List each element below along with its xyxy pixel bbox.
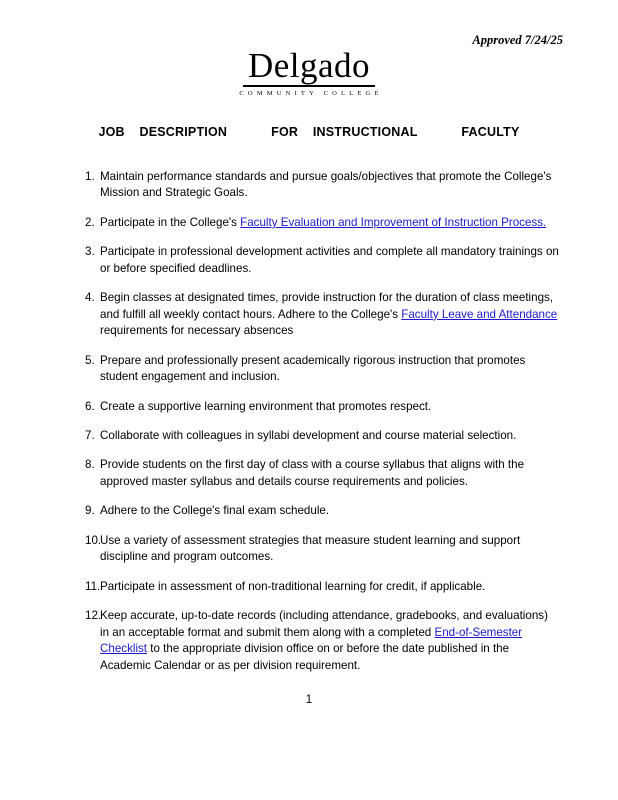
logo-wordmark-text: Delgado xyxy=(247,46,371,85)
text-run: Provide students on the first day of class with a course syllabus that aligns with the approved master syllabus and details course requirements and policies. xyxy=(100,458,525,488)
text-run: Participate in the College's xyxy=(100,215,241,229)
text-run: Collaborate with colleagues in syllabi development and course material selection. xyxy=(100,428,517,442)
list-item xyxy=(58,169,560,202)
list-item xyxy=(58,353,560,386)
policy-link[interactable]: Faculty Evaluation and Improvement of Instruction Process. xyxy=(240,215,547,229)
list-item xyxy=(58,290,560,339)
list-item-text xyxy=(100,399,560,415)
policy-link[interactable]: Faculty Leave and Attendance xyxy=(401,307,558,321)
list-item xyxy=(58,608,560,674)
list-item xyxy=(58,533,560,566)
list-item xyxy=(58,428,560,444)
responsibilities-list xyxy=(58,169,560,674)
list-item-number: 11. xyxy=(85,579,101,593)
list-item-text xyxy=(100,215,560,231)
list-item-number: 5. xyxy=(85,353,95,367)
text-run: requirements for necessary absences xyxy=(100,324,294,338)
list-item-text xyxy=(100,457,560,490)
list-item-number: 4. xyxy=(85,291,95,305)
list-item-number: 10. xyxy=(85,533,102,547)
list-item xyxy=(58,503,560,519)
list-item-text xyxy=(100,579,560,595)
list-item-text xyxy=(100,503,560,519)
list-item xyxy=(58,399,560,415)
text-run: Maintain performance standards and pursue goals/objectives that promote the College's Mission and Strategic Goals. xyxy=(100,170,552,200)
logo-divider xyxy=(243,85,375,87)
list-item-text xyxy=(100,428,560,444)
list-item xyxy=(58,215,560,231)
text-run: Use a variety of assessment strategies that measure student learning and support discipline and program outcomes. xyxy=(100,533,521,564)
text-run: Begin classes at designated times, provide instruction for the duration of class meetings, and fulfill all weekly contact hours. Adhere to the College's xyxy=(100,291,554,321)
page-title: JOB DESCRIPTION FOR INSTRUCTIONAL FACULTY xyxy=(98,125,520,139)
list-item-text xyxy=(100,244,560,277)
text-run: Adhere to the College's final exam schedule. xyxy=(100,504,330,518)
text-run: Create a supportive learning environment that promotes respect. xyxy=(100,399,432,413)
logo-wordmark xyxy=(248,48,370,83)
list-item-number: 8. xyxy=(85,458,95,472)
logo-subtitle: COMMUNITY COLLEGE xyxy=(239,90,383,97)
list-item-text xyxy=(100,353,560,386)
text-run: Prepare and professionally present academically rigorous instruction that promotes student engagement and inclusion. xyxy=(100,353,526,384)
list-item-text xyxy=(100,169,560,202)
text-run: Participate in professional development activities and complete all mandatory trainings on or before specified deadlines. xyxy=(100,245,559,275)
list-item-text xyxy=(100,290,560,339)
list-item-text xyxy=(100,533,560,566)
list-item-number: 12. xyxy=(85,609,102,623)
list-item-text xyxy=(100,608,560,674)
text-run: Keep accurate, up-to-date records (including attendance, gradebooks, and evaluations) in an acceptable format and submit them along with a completed xyxy=(100,609,548,639)
page-number: 1 xyxy=(305,694,313,706)
list-item xyxy=(58,244,560,277)
list-item-number: 7. xyxy=(85,428,95,442)
list-item-number: 3. xyxy=(85,245,95,259)
college-logo xyxy=(58,0,560,97)
approved-date: Approved 7/24/25 xyxy=(472,33,563,47)
list-item xyxy=(58,457,560,490)
list-item xyxy=(58,579,560,595)
list-item-number: 6. xyxy=(85,399,95,413)
list-item-number: 1. xyxy=(85,170,95,183)
list-item-number: 9. xyxy=(85,504,95,518)
list-item-number: 2. xyxy=(85,215,95,229)
text-run: Participate in assessment of non-traditional learning for credit, if applicable. xyxy=(100,579,486,593)
policy-link[interactable]: End-of-Semester Checklist xyxy=(100,625,523,656)
text-run: to the appropriate division office on or before the date published in the Academic Calendar or as per division requirement. xyxy=(100,642,510,672)
